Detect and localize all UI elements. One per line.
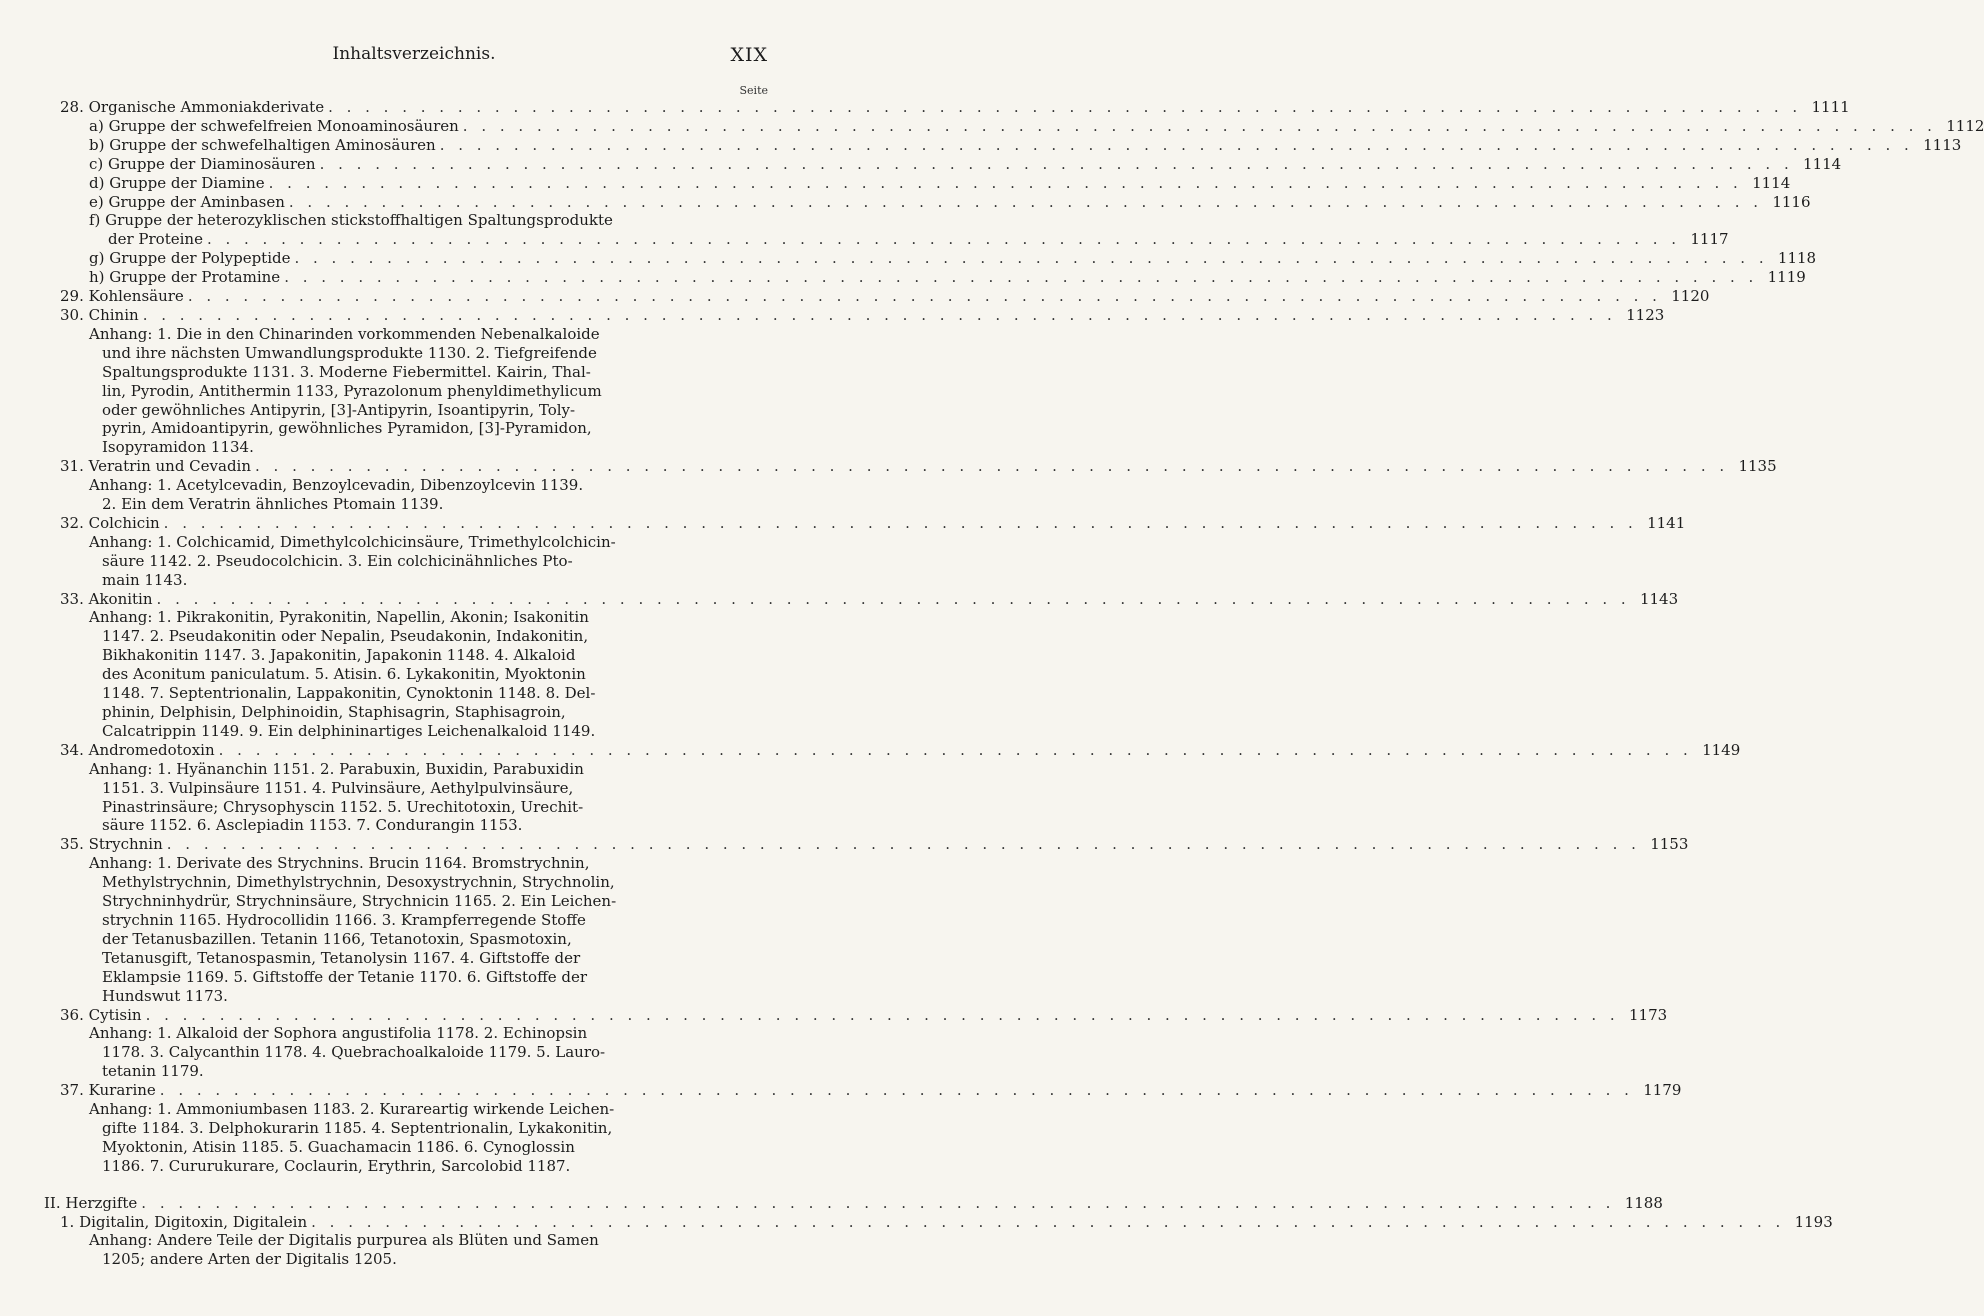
entry-label: 35. Strychnin (60, 835, 163, 854)
appendix-line: 1186. 7. Cururukurare, Coclaurin, Erythrin, Sarcolobid 1187. (102, 1156, 571, 1175)
leader-dots (440, 136, 1914, 155)
appendix-text (60, 760, 767, 836)
appendix-line: 1151. 3. Vulpinsäure 1151. 4. Pulvinsäure, Aethylpulvinsäure, (102, 778, 574, 797)
toc-entry (60, 173, 1791, 193)
leader-dots (255, 457, 1729, 476)
leader-dots (167, 835, 1641, 854)
header-title: Inhaltsverzeichnis. (332, 44, 496, 64)
appendix-text (60, 608, 767, 740)
entry-label: 33. Akonitin (60, 589, 153, 608)
entry-label: 34. Andromedotoxin (60, 740, 215, 759)
appendix-line: Eklampsie 1169. 5. Giftstoffe der Tetanie 1170. 6. Giftstoffe der (102, 967, 588, 986)
leader-dots (219, 741, 1693, 760)
leader-dots (294, 249, 1768, 268)
appendix-line: Pinastrinsäure; Chrysophyscin 1152. 5. Urechitotoxin, Urechit- (102, 797, 584, 816)
appendix-text (60, 854, 767, 1005)
entry-label: 32. Colchicin (60, 513, 160, 532)
entry-page: 1179 (1643, 1081, 1682, 1100)
leader-dots (463, 117, 1937, 136)
entry-page: 1113 (1923, 135, 1962, 154)
appendix-line: Spaltungsprodukte 1131. 3. Moderne Fiebermittel. Kairin, Thal- (102, 362, 591, 381)
entry-page: 1112 (1946, 116, 1984, 135)
toc-entry (60, 211, 767, 230)
entry-page: 1120 (1671, 287, 1710, 306)
entry-page: 1141 (1647, 513, 1686, 532)
entry-page: 1188 (1624, 1193, 1663, 1212)
section-gap (60, 1176, 767, 1194)
toc-entry (60, 513, 1686, 533)
appendix-text (60, 1100, 767, 1176)
toc-entry (60, 192, 1811, 212)
appendix-line: Myoktonin, Atisin 1185. 5. Guachamacin 1186. 6. Cynoglossin (102, 1137, 575, 1156)
appendix-line: Anhang: Andere Teile der Digitalis purpurea als Blüten und Samen (89, 1231, 599, 1250)
appendix-line: 1205; andere Arten der Digitalis 1205. (102, 1250, 397, 1269)
toc-entry (60, 1212, 1833, 1232)
appendix-text (60, 1231, 767, 1269)
appendix-line: tetanin 1179. (102, 1062, 204, 1081)
appendix-text (60, 476, 767, 514)
entry-label: der Proteine (108, 230, 203, 249)
appendix-line: Anhang: 1. Pikrakonitin, Pyrakonitin, Napellin, Akonin; Isakonitin (89, 608, 589, 627)
entry-page: 1123 (1626, 305, 1665, 324)
entry-page: 1111 (1811, 98, 1850, 116)
leader-dots (164, 514, 1638, 533)
toc-entry (60, 230, 1729, 249)
leader-dots (269, 174, 1743, 193)
entry-label: g) Gruppe der Polypeptide (89, 249, 291, 268)
leader-dots (157, 590, 1631, 609)
toc-entry (44, 1193, 1663, 1213)
appendix-line: gifte 1184. 3. Delphokurarin 1185. 4. Septentrionalin, Lykakonitin, (102, 1118, 613, 1137)
leader-dots (311, 1213, 1785, 1232)
leader-dots (160, 1081, 1634, 1100)
appendix-line: Methylstrychnin, Dimethylstrychnin, Desoxystrychnin, Strychnolin, (102, 873, 615, 892)
toc-entry (60, 154, 1842, 174)
appendix-line: 2. Ein dem Veratrin ähnliches Ptomain 1139. (102, 495, 444, 514)
toc-entry (60, 249, 1817, 268)
leader-dots (143, 306, 1617, 325)
leader-dots (146, 1006, 1620, 1025)
toc-entry (60, 1081, 1682, 1100)
entry-label: d) Gruppe der Diamine (89, 173, 265, 192)
entry-page: 1118 (1777, 249, 1817, 268)
appendix-line: Calcatrippin 1149. 9. Ein delphininartiges Leichenalkaloid 1149. (102, 721, 596, 740)
entry-page: 1149 (1702, 740, 1741, 759)
entry-label: 28. Organische Ammoniakderivate (60, 98, 325, 116)
leader-dots (328, 98, 1802, 117)
entry-page: 1116 (1772, 192, 1811, 211)
entry-label: 29. Kohlensäure (60, 287, 184, 306)
appendix-line: und ihre nächsten Umwandlungsprodukte 1130. 2. Tiefgreifende (102, 343, 597, 362)
appendix-line: lin, Pyrodin, Antithermin 1133, Pyrazolonum phenyldimethylicum (102, 381, 602, 400)
entry-page: 1119 (1767, 268, 1806, 287)
appendix-line: 1178. 3. Calycanthin 1178. 4. Quebrachoalkaloide 1179. 5. Lauro- (102, 1043, 606, 1062)
toc-entry (60, 305, 1665, 325)
entry-page: 1114 (1803, 154, 1842, 173)
entry-label: 1. Digitalin, Digitoxin, Digitalein (60, 1212, 308, 1231)
entry-page: 1143 (1639, 589, 1679, 608)
leader-dots (141, 1194, 1615, 1213)
appendix-line: Hundswut 1173. (102, 986, 228, 1005)
entry-page: 1153 (1650, 835, 1689, 854)
appendix-line: säure 1152. 6. Asclepiadin 1153. 7. Condurangin 1153. (102, 816, 523, 835)
leader-dots (284, 268, 1758, 287)
leader-dots (207, 230, 1681, 249)
leader-dots (320, 155, 1794, 174)
appendix-text (60, 1024, 767, 1081)
appendix-line: Anhang: 1. Alkaloid der Sophora angustifolia 1178. 2. Echinopsin (89, 1024, 588, 1043)
toc-entry (60, 287, 1710, 306)
entry-label: 30. Chinin (60, 305, 139, 324)
appendix-line: der Tetanusbazillen. Tetanin 1166, Tetanotoxin, Spasmotoxin, (102, 929, 572, 948)
entry-label: c) Gruppe der Diaminosäuren (89, 154, 316, 173)
appendix-line: pyrin, Amidoantipyrin, gewöhnliches Pyramidon, [3]-Pyramidon, (102, 419, 592, 438)
entry-label: e) Gruppe der Aminbasen (89, 192, 285, 211)
entry-page: 1135 (1738, 457, 1777, 476)
appendix-line: main 1143. (102, 570, 188, 589)
entry-page: 1114 (1752, 173, 1791, 192)
table-of-contents (44, 98, 1984, 1269)
appendix-line: des Aconitum paniculatum. 5. Atisin. 6. Lykakonitin, Myoktonin (102, 665, 586, 684)
appendix-text (60, 533, 767, 590)
running-header (60, 44, 768, 70)
leader-dots (289, 193, 1763, 212)
entry-label: 31. Veratrin und Cevadin (60, 457, 252, 476)
toc-entry (60, 268, 1806, 287)
appendix-line: Anhang: 1. Acetylcevadin, Benzoylcevadin, Dibenzoylcevin 1139. (89, 476, 584, 495)
entry-label: II. Herzgifte (44, 1193, 138, 1212)
page-number-roman: XIX (730, 44, 768, 66)
appendix-line: Anhang: 1. Derivate des Strychnins. Brucin 1164. Bromstrychnin, (89, 854, 590, 873)
appendix-text (60, 325, 767, 457)
leader-dots (188, 287, 1662, 306)
entry-label: h) Gruppe der Protamine (89, 268, 281, 287)
entry-label: a) Gruppe der schwefelfreien Monoaminosäuren (89, 116, 459, 135)
toc-entry (60, 589, 1679, 609)
entry-label: f) Gruppe der heterozyklischen stickstoffhaltigen Spaltungsprodukte (89, 211, 613, 230)
entry-label: b) Gruppe der schwefelhaltigen Aminosäuren (89, 135, 436, 154)
appendix-line: oder gewöhnliches Antipyrin, [3]-Antipyrin, Isoantipyrin, Toly- (102, 400, 576, 419)
entry-page: 1173 (1629, 1005, 1668, 1024)
toc-entry (60, 835, 1689, 854)
seite-label: Seite (739, 84, 768, 97)
toc-entry (60, 98, 1850, 117)
appendix-line: Anhang: 1. Colchicamid, Dimethylcolchicinsäure, Trimethylcolchicin- (89, 532, 616, 551)
entry-page: 1117 (1690, 230, 1729, 249)
toc-entry (60, 457, 1777, 476)
appendix-line: 1148. 7. Septentrionalin, Lappakonitin, Cynoktonin 1148. 8. Del- (102, 684, 596, 703)
entry-label: 37. Kurarine (60, 1081, 156, 1100)
appendix-line: Strychninhydrür, Strychninsäure, Strychnicin 1165. 2. Ein Leichen- (102, 892, 617, 911)
appendix-line: Anhang: 1. Die in den Chinarinden vorkommenden Nebenalkaloide (89, 324, 600, 343)
appendix-line: Tetanusgift, Tetanospasmin, Tetanolysin 1167. 4. Giftstoffe der (102, 948, 581, 967)
toc-entry (60, 135, 1962, 155)
appendix-line: Anhang: 1. Hyänanchin 1151. 2. Parabuxin, Buxidin, Parabuxidin (89, 759, 584, 778)
toc-entry (60, 1005, 1668, 1025)
toc-entry (60, 740, 1741, 760)
appendix-line: phinin, Delphisin, Delphinoidin, Staphisagrin, Staphisagroin, (102, 703, 566, 721)
appendix-line: Bikhakonitin 1147. 3. Japakonitin, Japakonin 1148. 4. Alkaloid (102, 646, 576, 665)
appendix-line: Isopyramidon 1134. (102, 438, 254, 457)
entry-label: 36. Cytisin (60, 1005, 142, 1024)
appendix-line: 1147. 2. Pseudakonitin oder Nepalin, Pseudakonin, Indakonitin, (102, 627, 589, 646)
appendix-line: säure 1142. 2. Pseudocolchicin. 3. Ein colchicinähnliches Pto- (102, 551, 573, 570)
appendix-line: strychnin 1165. Hydrocollidin 1166. 3. Krampferregende Stoffe (102, 910, 586, 929)
appendix-line: Anhang: 1. Ammoniumbasen 1183. 2. Kurareartig wirkende Leichen- (89, 1100, 615, 1119)
entry-page: 1193 (1794, 1212, 1833, 1231)
toc-entry (60, 116, 1984, 136)
